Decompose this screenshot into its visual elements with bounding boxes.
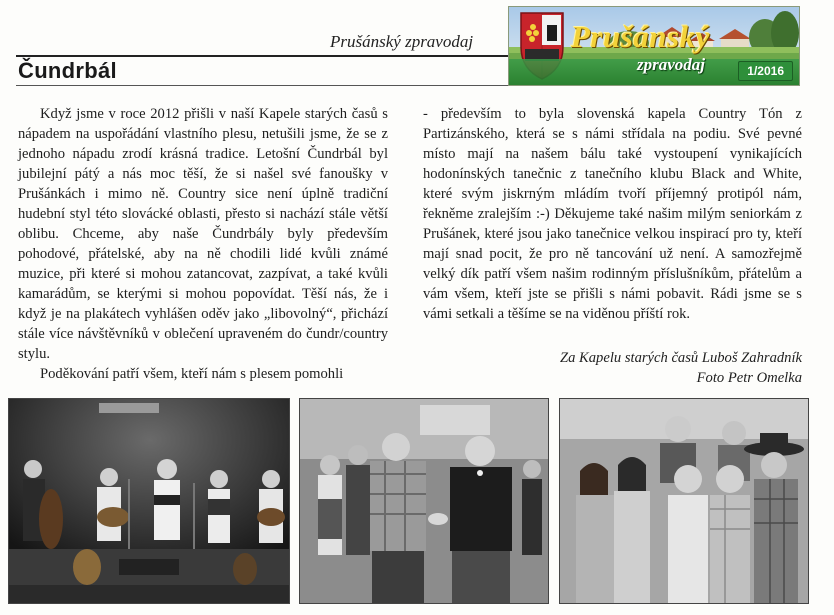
author-signature: Za Kapelu starých časů Luboš Zahradník (559, 350, 802, 366)
article-paragraph: - především to byla slovenská kapela Country Tón z Partizánského, která se s námi střídala na podiu. Své pevné místo mají na našem bálu také vystoupení vynikajících hodonínských tanečnic z tanečního klubu Black and White, které svým jiskrným mládím tvoří příjemný protipól nám, řekněme zralejším :-) Děkujeme také našim milým seniorkám z Prušánek, které jsou jako tanečnice velkou inspirací pro ty, kteří mají snad pocit, že pro ně tancování už není. A samozřejmě velký dík patří všem našim rodinným příslušníkům, přátelům a vám všem, kteří jste se přišli s námi pobavit. Rádi jsme se s vámi setkali a těšíme se na viděnou příští rok. (423, 106, 802, 322)
article-column-right (423, 104, 802, 324)
issue-badge: 1/2016 (738, 61, 793, 81)
article-paragraph: Poděkování patří všem, kteří nám s plesem pomohli (40, 366, 344, 382)
masthead-subtitle: zpravodaj (637, 55, 705, 74)
header-rule-bottom (16, 85, 508, 86)
photo-credit: Foto Petr Omelka (696, 370, 802, 386)
dancing-seniors-photo (299, 398, 549, 604)
masthead-logo (508, 6, 800, 86)
masthead-title: Prušánský (571, 19, 710, 54)
group-cowboy-photo (559, 398, 809, 604)
band-on-stage-photo (8, 398, 290, 604)
header-rule (16, 55, 508, 57)
article-column-left (18, 104, 388, 384)
section-title: Čundrbál (18, 58, 117, 83)
article-paragraph: Když jsme v roce 2012 přišli v naší Kapele starých časů s nápadem na uspořádání vlastního plesu, netušili jsme, že se z jednoho nápadu zrodí krásná tradice. Letošní Čundrbál byl jubilejní pátý a nás moc těší, že si našel své fanoušky v Prušánkách i mimo ně. Country sice není úplně tradiční hudební styl této slovácké oblasti, přesto si nachází stále větší oblibu. Chceme, aby naše Čundrbály byly především pohodové, přátelské, aby na ně chodili lidé kvůli známé muzice, při které si mohou zatancovat, zazpívat, a také kvůli kamarádům, se kterými si mohou popovídat. Těší nás, že i když je na plakátech vyhlášen oděv jako „libovolný“, přichází stále více návštěvníků v oblečení upraveném do čundr/country stylu. (18, 106, 388, 362)
newsletter-name: Prušánský zpravodaj (330, 32, 474, 51)
